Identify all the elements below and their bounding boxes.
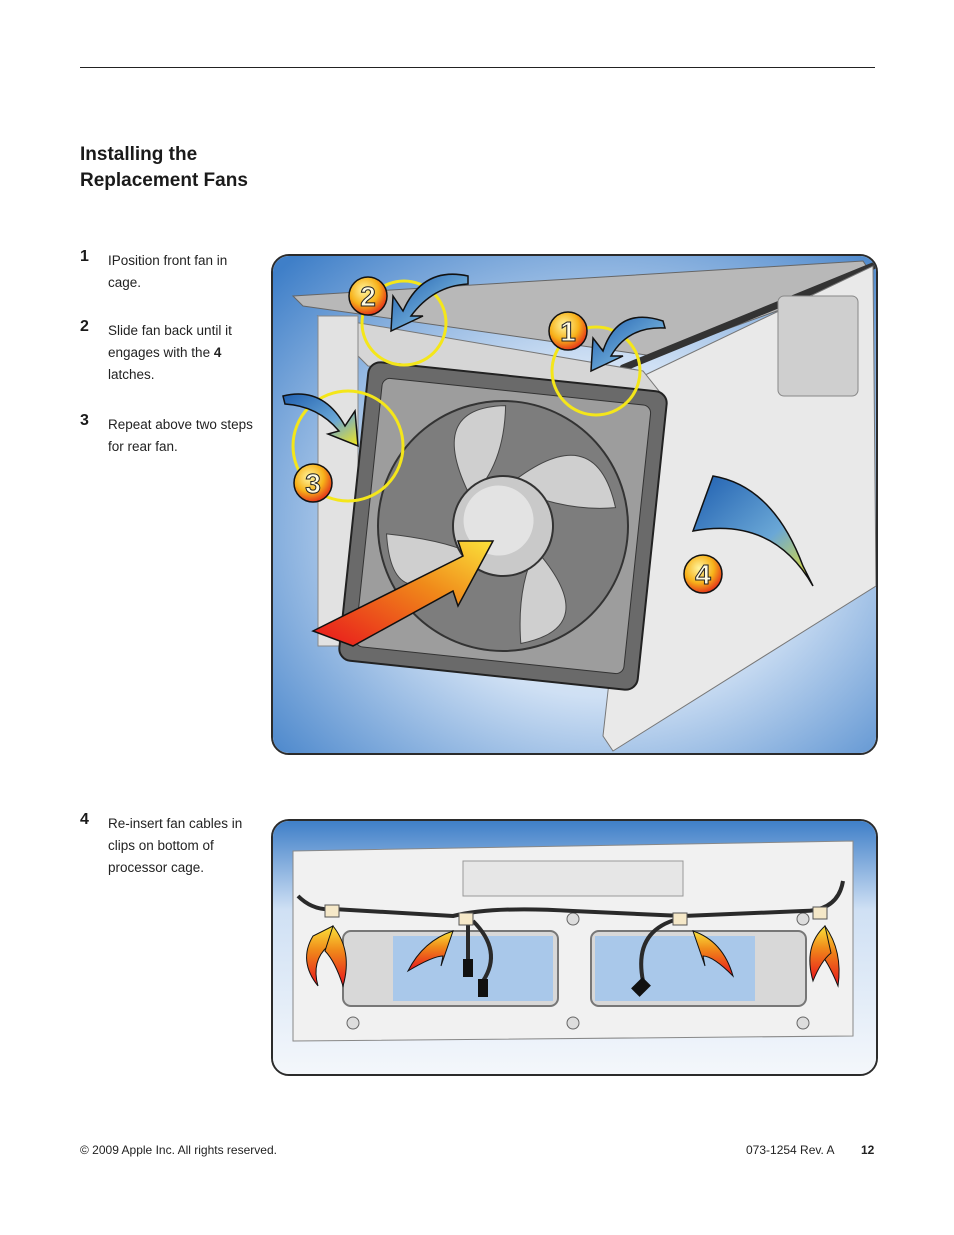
callout-4 — [684, 555, 722, 593]
step-3 — [80, 414, 255, 458]
page-title: Installing the Replacement Fans — [80, 144, 248, 191]
step-2 — [80, 320, 255, 386]
fan-install-illustration — [271, 254, 878, 755]
callout-2 — [349, 277, 387, 315]
cable-clips-illustration — [271, 819, 878, 1076]
step-4 — [80, 813, 255, 879]
doc-number: 073-1254 Rev. A — [746, 1143, 835, 1157]
step-text: Re-insert fan cables in clips on bottom of processor cage. — [108, 816, 243, 875]
step-number: 1 — [80, 248, 89, 265]
step-1 — [80, 250, 255, 294]
page-number: 12 — [861, 1143, 875, 1157]
step-number: 4 — [80, 811, 89, 828]
callout-1 — [549, 312, 587, 350]
svg-text:4: 4 — [695, 559, 711, 590]
svg-text:1: 1 — [560, 316, 576, 347]
step-text: Repeat above two steps for rear fan. — [108, 417, 253, 454]
header-rule — [80, 67, 875, 68]
svg-text:2: 2 — [360, 281, 376, 312]
step-text: Slide fan back until it engages with the 4 latches. — [108, 323, 232, 382]
callout-3 — [294, 464, 332, 502]
step-text: IPosition front fan in cage. — [108, 253, 228, 290]
svg-text:3: 3 — [305, 468, 321, 499]
step-number: 3 — [80, 412, 89, 429]
step-number: 2 — [80, 318, 89, 335]
copyright-text: © 2009 Apple Inc. All rights reserved. — [80, 1143, 277, 1157]
